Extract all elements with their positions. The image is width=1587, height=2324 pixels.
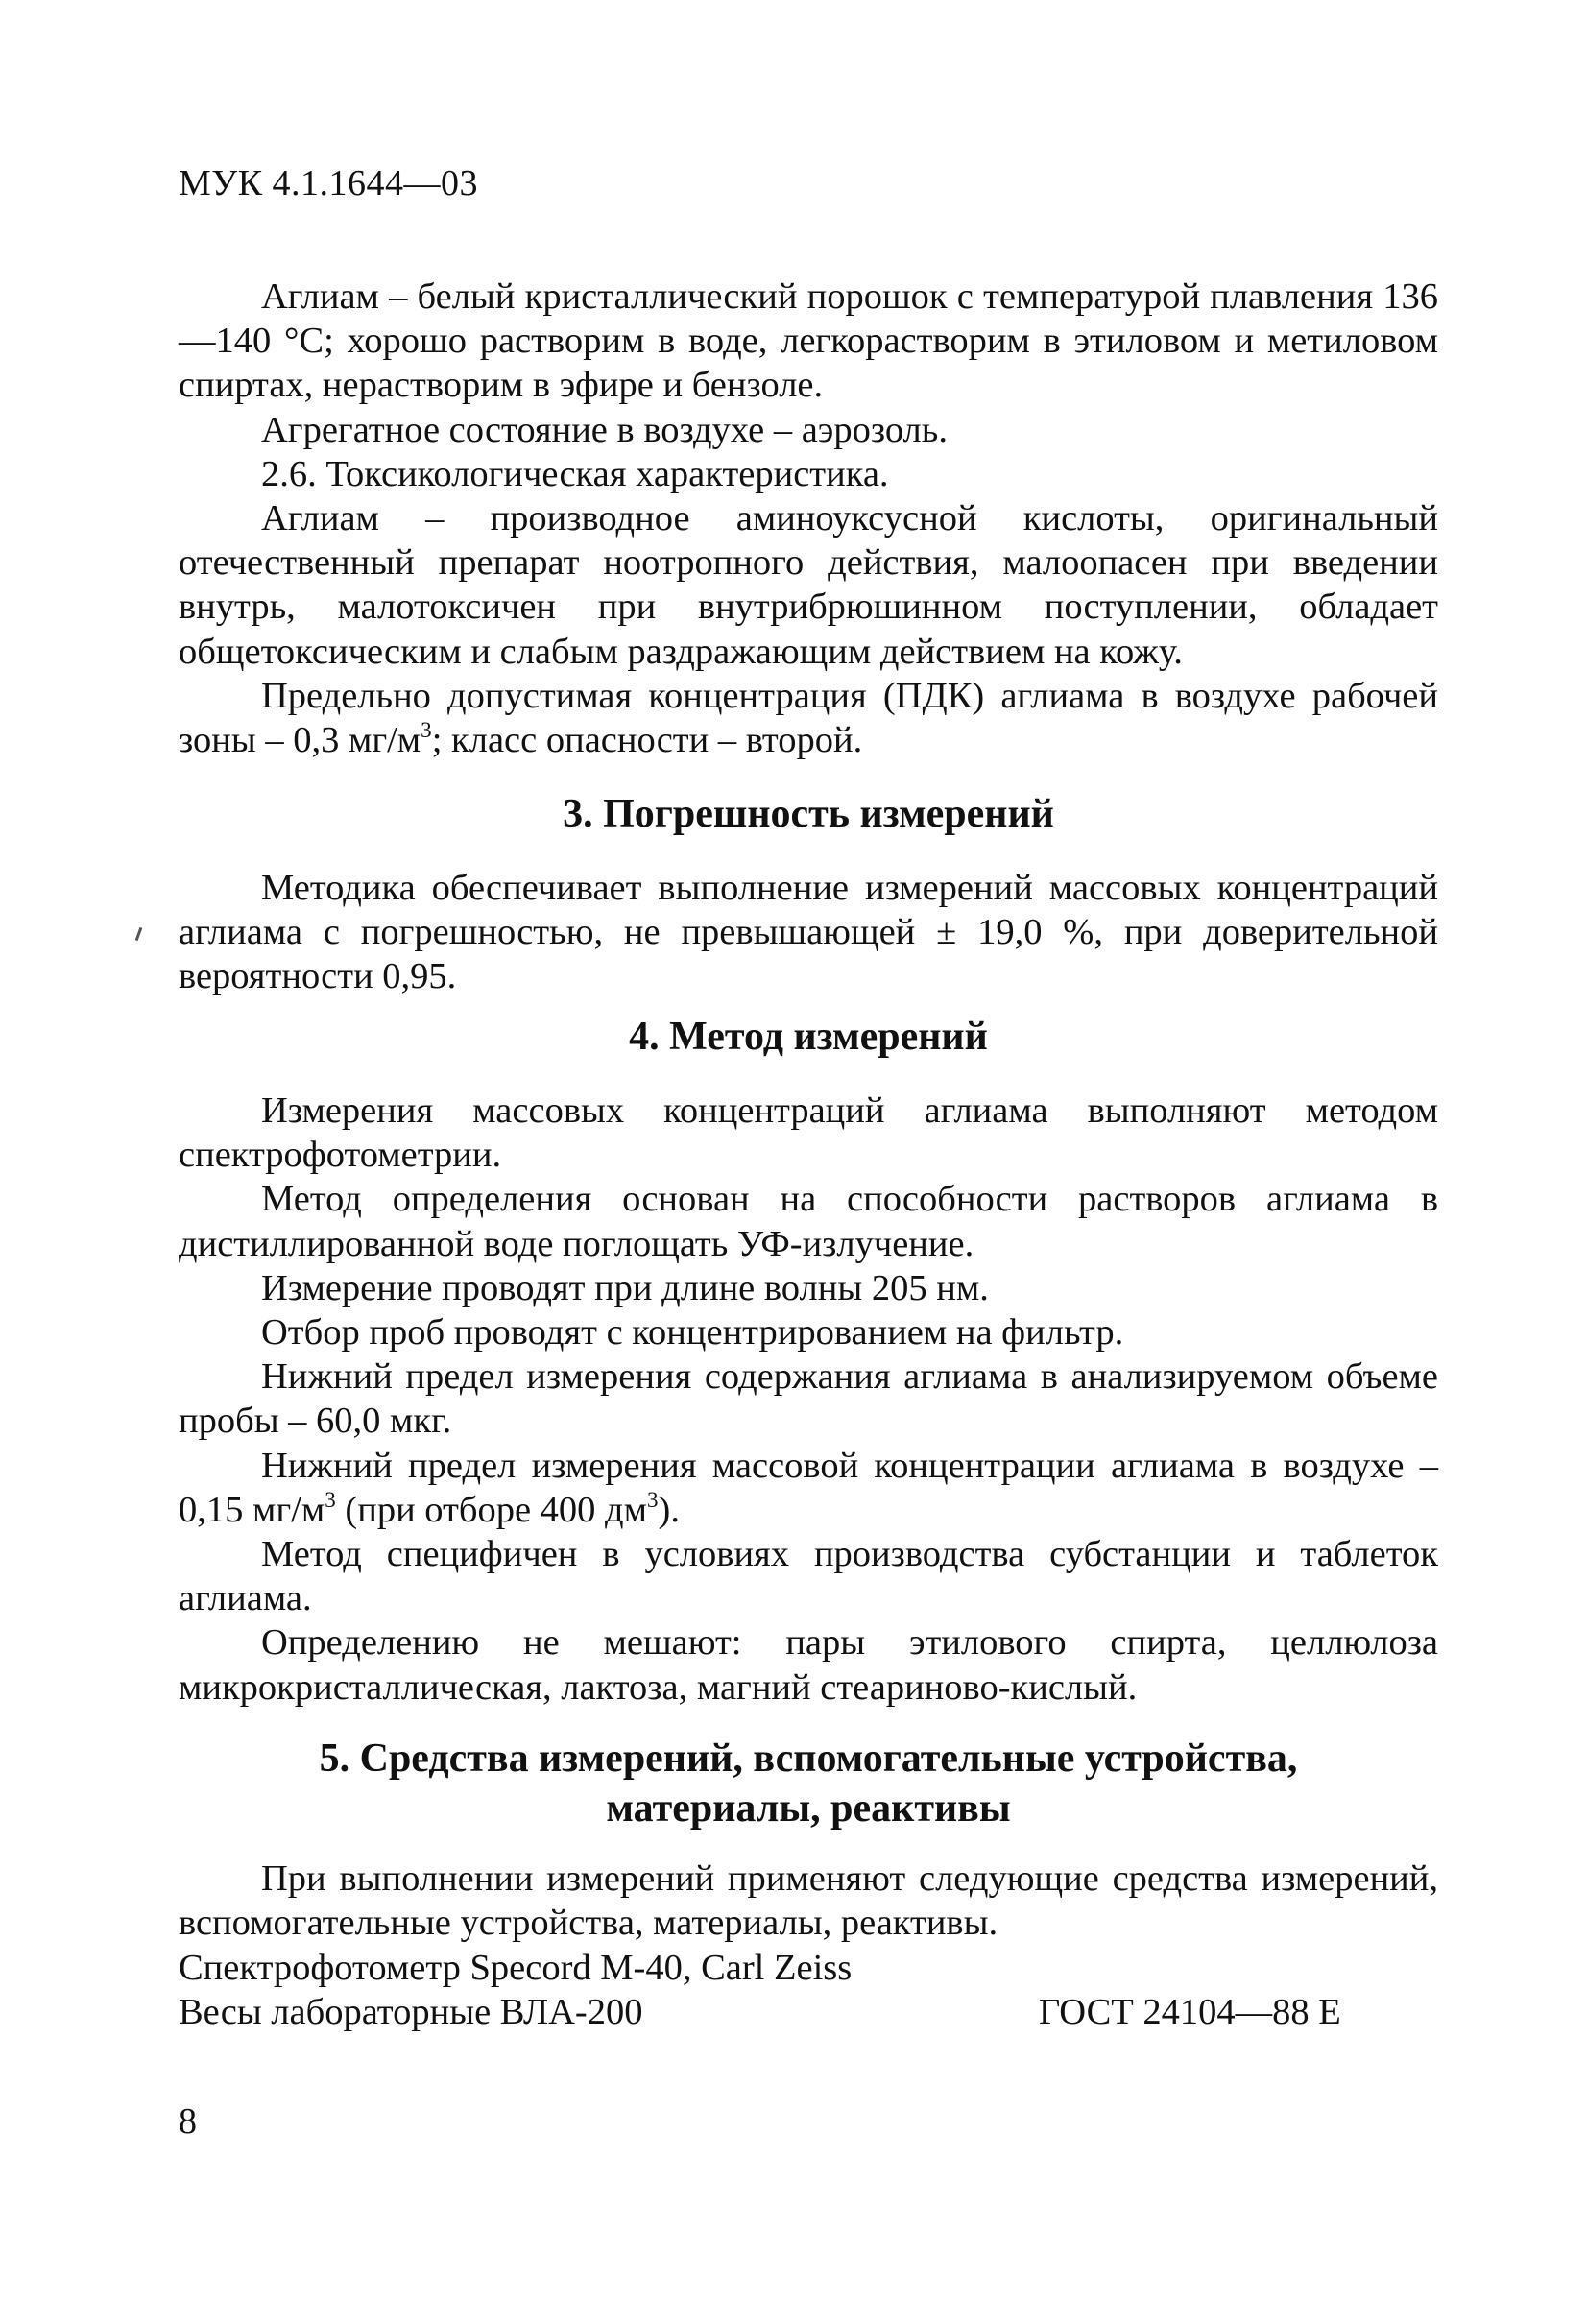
section-4-heading: 4. Метод измерений [629,1015,988,1059]
paragraph-melting-point: Аглиам – белый кристаллический порошок с температурой плавления 136—140 °С; хорошо растворим в воде, легкорастворим в этиловом и метиловом спиртах, нерастворим в эфире и бензоле. [179,276,1438,406]
lower-limit-text: Нижний предел измерения массовой концентрации аглиама в воздухе – 0,15 мг/м [179,1445,1438,1530]
section-5-heading-line-2: материалы, реактивы [606,1786,1011,1831]
section-3-heading: 3. Погрешность измерений [563,792,1054,836]
paragraph-method-spectro: Измерения массовых концентраций аглиама выполняют методом спектрофотометрии. [179,1090,1438,1176]
section-5-heading-line-1: 5. Средства измерений, вспомогательные устройства, [319,1737,1298,1781]
document-code-header: МУК 4.1.1644—03 [179,163,479,204]
paragraph-measurement-error: Методика обеспечивает выполнение измерений массовых концентраций аглиама с погрешностью, не превышающей ± 19,0 %, при доверительной вероятности 0,95. [179,868,1438,997]
section-3-text [179,866,1438,999]
paragraph-sampling: Отбор проб проводят с концентрированием на фильтр. [261,1312,1124,1354]
equipment-standard: ГОСТ 24104—88 Е [1039,1992,1341,2032]
paragraph-no-interference: Определению не мешают: пары этилового спирта, целлюлоза микрокристаллическая, лактоза, магний стеариново-кислый. [179,1622,1438,1708]
paragraph-lower-limit-air [179,1444,1438,1532]
lower-limit-text-3: ). [658,1489,680,1530]
page-number: 8 [179,2101,197,2142]
paragraph-method-specific: Метод специфичен в условиях производства субстанции и таблеток аглиама. [179,1534,1438,1619]
equipment-row-scales [179,1990,1438,2034]
equipment-name: Весы лабораторные ВЛА-200 [179,1992,643,2032]
paragraph-toxicology-description: Аглиам – производное аминоуксусной кислоты, оригинальный отечественный препарат ноотропного действия, малоопасен при введении внутрь, малотоксичен при внутрибрюшинном поступлении, обладает общетоксическим и слабым раздражающим действием на кожу. [179,498,1438,672]
lower-limit-superscript-2: 3 [647,1486,659,1512]
lower-limit-superscript-1: 3 [325,1486,336,1512]
paragraph-wavelength: Измерение проводят при длине волны 205 нм. [261,1267,989,1308]
section-2-text [179,275,1438,762]
paragraph-aggregate-state: Агрегатное состояние в воздухе – аэрозоль. [261,409,948,450]
scan-speck [135,927,143,941]
equipment-row-spectrophotometer [179,1946,1438,1990]
paragraph-method-basis: Метод определения основан на способности растворов аглиама в дистиллированной воде поглощать УФ-излучение. [179,1179,1438,1264]
paragraph-toxicology-title: 2.6. Токсикологическая характеристика. [261,453,889,494]
equipment-name: Спектрофотометр Specord M-40, Carl Zeiss [179,1948,853,1988]
section-5-heading [179,1734,1438,1833]
pdk-text-end: ; класс опасности – второй. [431,720,863,761]
section-4-text [179,1089,1438,1710]
pdk-text: Предельно допустимая концентрация (ПДК) аглиама в воздухе рабочей зоны – 0,3 мг/м [179,675,1438,761]
pdk-superscript: 3 [421,717,432,743]
lower-limit-text-2: (при отборе 400 дм [335,1489,647,1530]
section-5-intro [179,1857,1438,1945]
paragraph-equipment-intro: При выполнении измерений применяют следующие средства измерений, вспомогательные устройства, материалы, реактивы. [179,1858,1438,1944]
paragraph-pdk [179,674,1438,762]
paragraph-lower-limit-sample: Нижний предел измерения содержания аглиама в анализируемом объеме пробы – 60,0 мкг. [179,1356,1438,1442]
